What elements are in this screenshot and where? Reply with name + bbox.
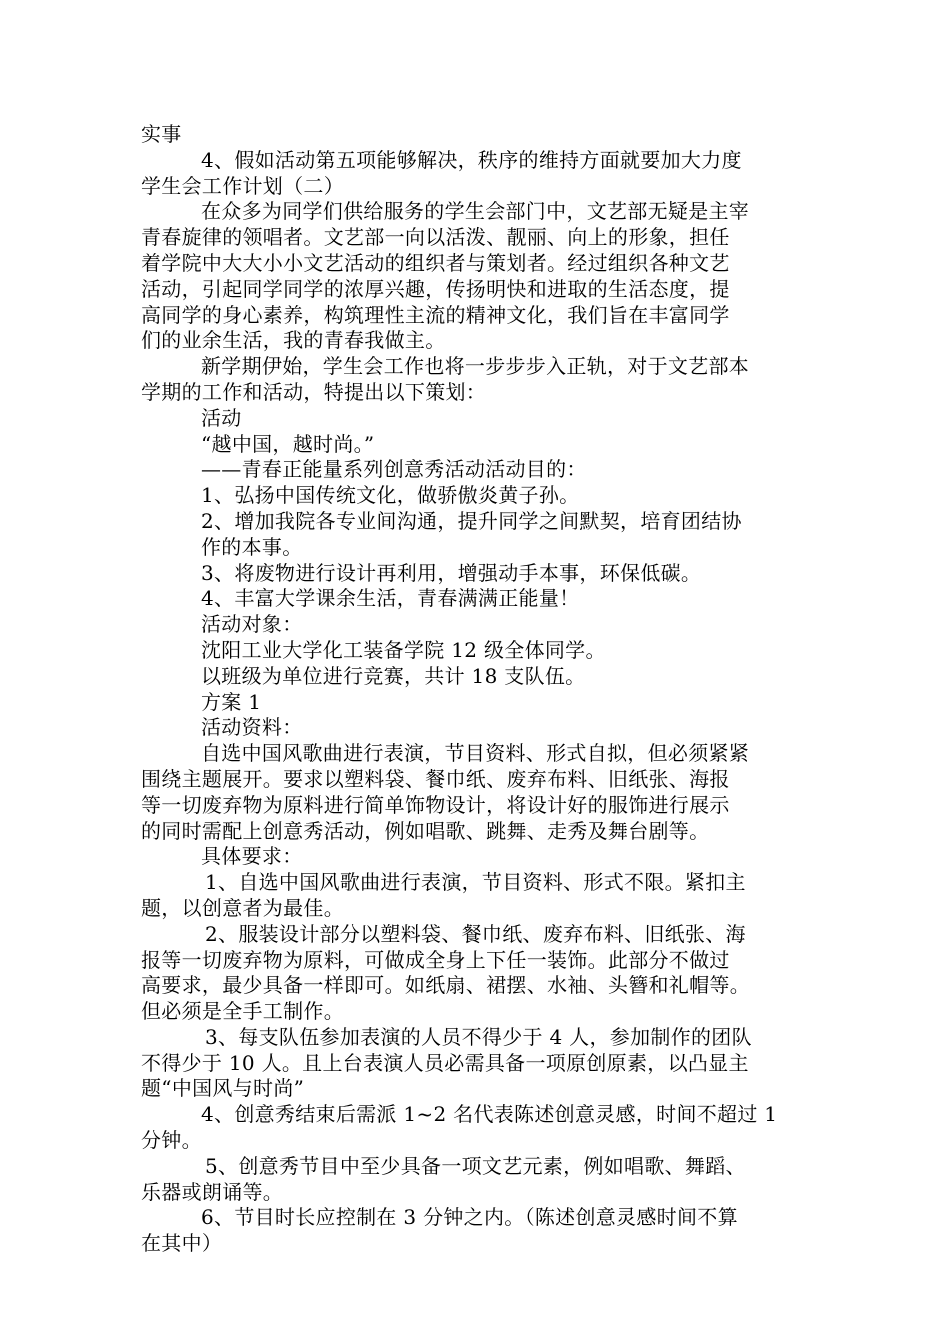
paragraph-line: 活动，引起同学同学的浓厚兴趣，传扬明快和进取的生活态度，提 <box>141 276 730 301</box>
paragraph-line: 们的业余生活，我的青春我做主。 <box>141 328 446 353</box>
paragraph-line: “越中国，越时尚。” <box>201 431 375 456</box>
paragraph-line: 4、假如活动第五项能够解决，秩序的维持方面就要加大力度 <box>201 147 742 172</box>
section-heading: 学生会工作计划（二） <box>141 173 344 198</box>
list-item: 4、丰富大学课余生活，青春满满正能量！ <box>201 586 580 611</box>
list-item-continuation: 报等一切废弃物为原料，可做成全身上下任一装饰。此部分不做过 <box>141 947 730 972</box>
document-body <box>141 122 821 1257</box>
paragraph-line: 新学期伊始，学生会工作也将一步步步入正轨，对于文艺部本 <box>201 354 750 379</box>
paragraph-line: 沈阳工业大学化工装备学院 12 级全体同学。 <box>201 637 606 662</box>
list-item: 1、自选中国风歌曲进行表演，节目资料、形式不限。紧扣主 <box>205 870 746 895</box>
list-item-continuation: 但必须是全手工制作。 <box>141 999 344 1024</box>
list-item: 4、创意秀结束后需派 1~2 名代表陈述创意灵感，时间不超过 1 <box>201 1102 778 1127</box>
list-item: 6、节目时长应控制在 3 分钟之内。（陈述创意灵感时间不算 <box>201 1205 738 1230</box>
list-item: 2、增加我院各专业间沟通，提升同学之间默契，培育团结协 <box>201 508 742 533</box>
paragraph-line: 自选中国风歌曲进行表演，节目资料、形式自拟，但必须紧紧 <box>201 741 750 766</box>
list-item-continuation: 不得少于 10 人。且上台表演人员必需具备一项原创原素，以凸显主 <box>141 1050 749 1075</box>
paragraph-line: 方案 1 <box>201 689 262 714</box>
paragraph-line: 学期的工作和活动，特提出以下策划： <box>141 379 487 404</box>
paragraph-line: 活动对象： <box>201 612 303 637</box>
paragraph-line: 围绕主题展开。要求以塑料袋、餐巾纸、废弃布料、旧纸张、海报 <box>141 766 730 791</box>
paragraph-line: 的同时需配上创意秀活动，例如唱歌、跳舞、走秀及舞台剧等。 <box>141 818 710 843</box>
paragraph-line: 等一切废弃物为原料进行简单饰物设计，将设计好的服饰进行展示 <box>141 792 730 817</box>
list-item: 3、每支队伍参加表演的人员不得少于 4 人，参加制作的团队 <box>205 1024 752 1049</box>
list-item: 2、服装设计部分以塑料袋、餐巾纸、废弃布料、旧纸张、海 <box>205 921 746 946</box>
list-item-continuation: 高要求，最少具备一样即可。如纸扇、裙摆、水袖、头簪和礼帽等。 <box>141 973 750 998</box>
paragraph-line: 实事 <box>141 122 182 146</box>
list-item: 1、弘扬中国传统文化，做骄傲炎黄子孙。 <box>201 483 580 508</box>
paragraph-line: 活动资料： <box>201 715 303 740</box>
paragraph-line: 活动 <box>201 405 242 430</box>
paragraph-line: 以班级为单位进行竞赛，共计 18 支队伍。 <box>201 663 586 688</box>
list-item-continuation: 分钟。 <box>141 1128 202 1153</box>
paragraph-line: ——青春正能量系列创意秀活动活动目的： <box>201 457 587 482</box>
paragraph-line: 高同学的身心素养，构筑理性主流的精神文化，我们旨在丰富同学 <box>141 302 730 327</box>
paragraph-line: 具体要求： <box>201 844 303 869</box>
list-item-continuation: 题，以创意者为最佳。 <box>141 895 344 920</box>
paragraph-line: 青春旋律的领唱者。文艺部一向以活泼、靓丽、向上的形象，担任 <box>141 225 730 250</box>
list-item-continuation: 在其中） <box>141 1231 223 1256</box>
list-item: 3、将废物进行设计再利用，增强动手本事，环保低碳。 <box>201 560 702 585</box>
paragraph-line: 在众多为同学们供给服务的学生会部门中，文艺部无疑是主宰 <box>201 199 750 224</box>
paragraph-line: 着学院中大大小小文艺活动的组织者与策划者。经过组织各种文艺 <box>141 250 730 275</box>
list-item-continuation: 乐器或朗诵等。 <box>141 1179 284 1204</box>
list-item-continuation: 题“中国风与时尚” <box>141 1076 305 1101</box>
list-item: 5、创意秀节目中至少具备一项文艺元素，例如唱歌、舞蹈、 <box>205 1153 746 1178</box>
list-item-continuation: 作的本事。 <box>201 534 303 559</box>
